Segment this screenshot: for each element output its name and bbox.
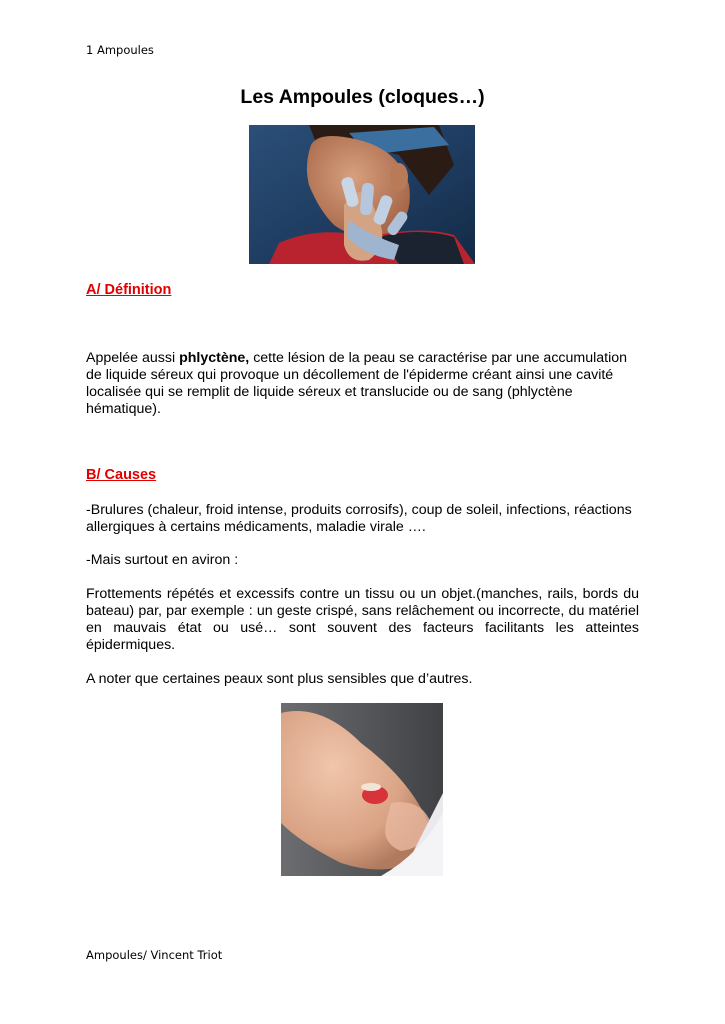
finger-blister-photo	[281, 703, 443, 876]
page-title: Les Ampoules (cloques…)	[240, 86, 485, 108]
page-header: 1 Ampoules	[86, 43, 154, 57]
definition-paragraph	[86, 350, 639, 418]
causes-paragraph-2: -Mais surtout en aviron :	[86, 552, 239, 568]
definition-text-prefix: Appelée aussi	[86, 350, 180, 366]
section-a-heading: A/ Définition	[86, 282, 172, 298]
athlete-taped-fingers-photo	[249, 125, 475, 264]
definition-bold-term: phlyctène,	[179, 350, 250, 366]
page-footer: Ampoules/ Vincent Triot	[86, 948, 223, 962]
causes-paragraph-3: Frottements répétés et excessifs contre un tissu ou un objet.(manches, rails, bords du bateau) par, par exemple : un geste crispé, sans relâchement ou incorrecte, du matériel en mauvais état ou usé… sont souvent des facteurs facilitants les atteintes épidermiques.	[86, 586, 639, 653]
section-b-heading: B/ Causes	[86, 467, 157, 483]
definition-text-rest: cette lésion de la peau se caractérise par une accumulation de liquide séreux qui provoque un décollement de l'épiderme créant ainsi une cavité localisée qui se remplit de liquide séreux et translucide ou de sang (phlyctène hématique).	[86, 350, 628, 417]
causes-paragraph-4: A noter que certaines peaux sont plus sensibles que d’autres.	[86, 671, 473, 687]
causes-paragraph-1: -Brulures (chaleur, froid intense, produits corrosifs), coup de soleil, infections, réactions allergiques à certains médicaments, maladie virale ….	[86, 502, 632, 535]
